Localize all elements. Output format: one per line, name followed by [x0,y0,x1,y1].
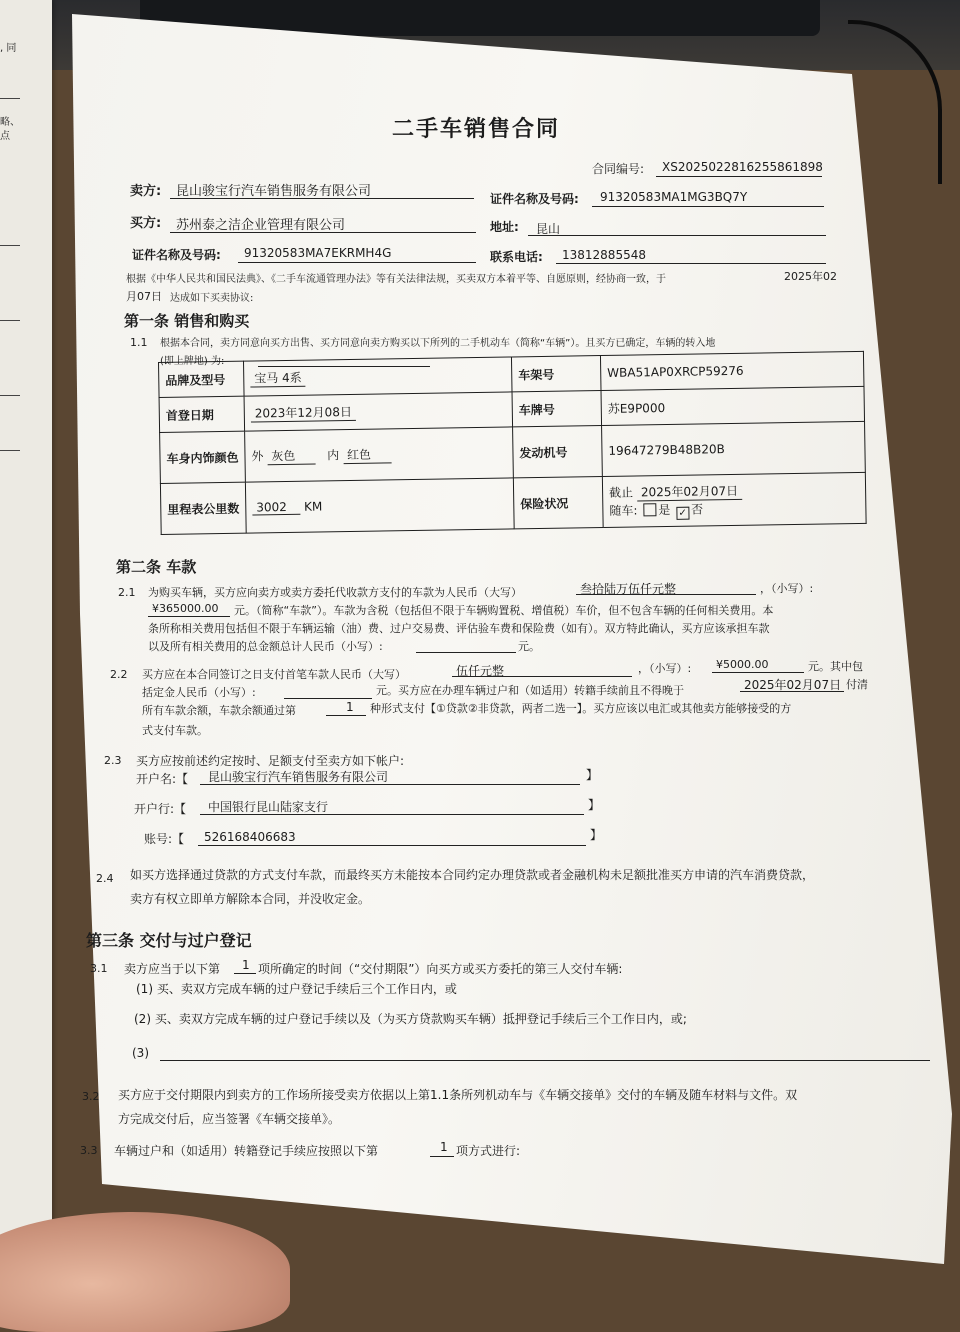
bracket-close: 】 [588,798,601,812]
clause-number: 2.2 [110,668,128,681]
buyer-id-label: 证件名称及号码: [132,248,221,262]
clause-2-2-text-8: 式支付车款。 [142,724,208,737]
clause-2-1-text-4: 以及所有相关费用的总金额总计人民币（小写）: [148,640,383,653]
underline [740,691,844,692]
underline [528,235,826,236]
down-payment-in-words: 伍仟元整 [456,664,505,678]
clause-1-1-text-2: (即上牌地) 为: [160,356,225,367]
delivery-option-2: (2) 买、卖双方完成车辆的过户登记手续以及（为买方贷款购买车辆）抵押登记手续后三个工作日内，或; [134,1012,687,1026]
clause-3-1-text: 卖方应当于以下第 [124,962,221,976]
clause-2-2-text-4: 元。买方应在办理车辆过户和（如适用）转籍手续前且不得晚于 [376,684,684,697]
exterior-prefix: 外 [251,449,264,464]
account-bank: 中国银行昆山陆家支行 [208,800,329,814]
contract-number-label: 合同编号: [592,162,645,176]
bracket-close: 】 [590,828,603,842]
address-label: 地址: [490,220,519,234]
payment-method-number: 1 [346,700,354,714]
preamble-text-2: 达成如下买卖协议: [170,293,254,304]
clause-2-1-text-2: 元。（简称“车款”）。车款为含税（包括但不限于车辆购置税、增值税）车价，但不包含车辆的任何相关费用。本 [234,604,774,617]
underline [576,594,756,595]
clause-2-3-text: 买方应按前述约定按时、足额支付至卖方如下帐户: [136,754,405,768]
vin-label: 车架号 [511,356,601,392]
final-payment-date: 2025年02月07日 [744,678,842,692]
side-rule [0,450,20,451]
account-number-label: 账号:【 [144,832,185,846]
lowercase-label: ，（小写）: [638,662,692,675]
clause-3-3-text: 车辆过户和（如适用）转籍登记手续应按照以下第 [114,1144,379,1158]
seller-label: 卖方: [130,184,162,199]
vehicle-info-table [158,351,867,535]
color-label: 车身内饰颜色 [160,431,246,483]
clause-2-2-text-5: 付清 [846,678,868,691]
buyer-name: 苏州泰之洁企业管理有限公司 [176,218,346,233]
clause-3-1-text-2: 项所确定的时间（“交付期限”）向买方或买方委托的第三人交付车辆: [258,962,623,976]
side-rule [0,98,20,99]
brand-label: 品牌及型号 [159,361,245,397]
account-name: 昆山骏宝行汽车销售服务有限公司 [208,770,389,784]
seller-id-label: 证件名称及号码: [490,192,579,206]
underline [592,206,824,207]
insurance-with-car-label: 随车: [609,502,638,518]
clause-2-4-text: 如买方选择通过贷款的方式支付车款，而最终买方未能按本合同约定办理贷款或者金融机构未足额批准买方申请的汽车消费贷款， [130,868,815,882]
brand-value: 宝马 4系 [250,369,306,388]
engine-value: 19647279B48B20B [602,421,866,476]
account-number: 526168406683 [204,830,296,844]
clause-2-2-text: 买方应在本合同签订之日支付首笔车款人民币（大写） [142,668,406,681]
side-text-3: 点 [0,131,10,142]
underline [430,1156,454,1157]
delivery-option-3-blank [160,1060,930,1061]
plate-label: 车牌号 [512,391,602,427]
clause-2-2-text-6: 所有车款余额，车款余额通过第 [142,704,296,717]
article-1-title: 第一条 销售和购买 [124,312,250,330]
no-label: 否 [690,501,704,517]
finger [0,1212,290,1332]
price-amount: ¥365000.00 [152,602,219,615]
yuan-unit: 元。 [518,640,540,653]
insurance-until-date: 2025年02月07日 [637,481,742,501]
side-text-1: , 同 [0,43,17,54]
clause-2-4-text-2: 卖方有权立即单方解除本合同，并没收定金。 [130,892,371,906]
account-bank-label: 开户行:【 [134,802,187,816]
side-rule [0,395,20,396]
vin-value: WBA51AP0XRCP59276 [600,351,864,390]
clause-2-2-text-7: 种形式支付【①贷款②非贷款，两者二选一】。买方应该以电汇或其他卖方能够接受的方 [370,702,792,715]
delivery-option-1: (1) 买、卖双方完成车辆的过户登记手续后三个工作日内，或 [136,982,457,996]
underline [234,973,256,974]
underline [656,176,822,177]
transfer-option-number: 1 [440,1140,448,1154]
side-rule [0,245,20,246]
side-rule [0,320,20,321]
plate-value: 苏E9P000 [601,386,865,425]
preamble-date-b: 月07日 [126,290,162,303]
engine-label: 发动机号 [513,426,603,478]
deposit-blank [284,698,372,699]
clause-2-1-text-3: 条所称相关费用包括但不限于车辆运输（油）费、过户交易费、评估验车费和保险费（如有）。双方特此确认，买方应该承担车款 [148,622,770,635]
underline [200,784,580,785]
phone-value: 13812885548 [562,248,646,262]
clause-2-1-text: 为购买车辆，买方应向卖方或卖方委托代收款方支付的车款为人民币（大写） [148,586,522,599]
exterior-color: 灰色 [267,447,315,466]
article-3-title: 第三条 交付与过户登记 [86,931,252,950]
underline [556,263,826,264]
account-name-label: 开户名:【 [136,772,189,786]
reg-date-value: 2023年12月08日 [251,403,356,423]
clause-3-3-text-2: 项方式进行: [456,1144,521,1158]
down-payment-amount: ¥5000.00 [716,658,769,671]
mileage-label: 里程表公里数 [160,482,246,534]
underline [238,262,476,263]
total-amount-blank [416,652,516,653]
underline [198,845,586,846]
phone-label: 联系电话: [490,250,543,264]
bracket-close: 】 [586,768,599,782]
adjacent-page [0,0,52,1240]
delivery-option-number: 1 [242,958,250,972]
table-row [160,472,866,534]
preamble-text: 根据《中华人民共和国民法典》、《二手车流通管理办法》等有关法律法规，买卖双方本着平等、自愿原则，经协商一致，于 [126,274,666,285]
price-in-words: 叁拾陆万伍仟元整 [580,582,677,596]
address-value: 昆山 [536,222,561,236]
checkbox-yes [643,503,656,516]
buyer-label: 买方: [130,216,162,231]
underline [326,715,366,716]
clause-2-2-text-2: 元。其中包 [808,660,863,673]
clause-2-2-text-3: 括定金人民币（小写）: [142,686,256,699]
underline [170,198,474,199]
insurance-until-label: 截止 [608,485,634,500]
clause-number: 3.1 [90,962,108,975]
underline [452,676,632,677]
interior-prefix: 内 [327,448,340,463]
yes-label: 是 [658,502,671,517]
clause-1-1-text: 根据本合同，卖方同意向买方出售、买方同意向卖方购买以下所列的二手机动车（简称“车辆”）。且买方已确定，车辆的转入地 [160,338,716,349]
insurance-label: 保险状况 [513,477,603,529]
underline [170,232,476,233]
contract-number: XS2025022816255861898 [662,160,823,174]
clause-number: 2.3 [104,754,122,767]
reg-date-label: 首登日期 [159,396,245,432]
clause-3-2-text-2: 方完成交付后，应当签署《车辆交接单》。 [118,1112,341,1126]
mileage-value: 3002 [252,499,300,515]
checkbox-no-checked: ✓ [676,506,689,519]
mileage-unit: KM [304,498,323,514]
clause-number: 3.2 [82,1090,100,1103]
interior-color: 红色 [343,445,391,464]
lowercase-label: ，（小写）: [760,582,814,595]
clause-3-2-text: 买方应于交付期限内到卖方的工作场所接受卖方依据以上第1.1条所列机动车与《车辆交接单》交付的车辆及随车材料与文件。双 [118,1088,798,1102]
seller-id: 91320583MA1MG3BQ7Y [600,190,748,204]
preamble-date-a: 2025年02 [784,270,837,283]
article-2-title: 第二条 车款 [116,558,197,576]
underline [712,672,804,673]
clause-number: 1.1 [130,336,148,349]
clause-number: 2.1 [118,586,136,599]
clause-number: 2.4 [96,872,114,885]
delivery-option-3: (3) [132,1046,149,1060]
contract-title: 二手车销售合同 [392,117,561,142]
clause-number: 3.3 [80,1144,98,1157]
underline [148,616,230,617]
underline [200,814,584,815]
side-text-2: 略、 [0,117,20,128]
buyer-id: 91320583MA7EKRMH4G [244,246,392,260]
seller-name: 昆山骏宝行汽车销售服务有限公司 [176,184,372,199]
